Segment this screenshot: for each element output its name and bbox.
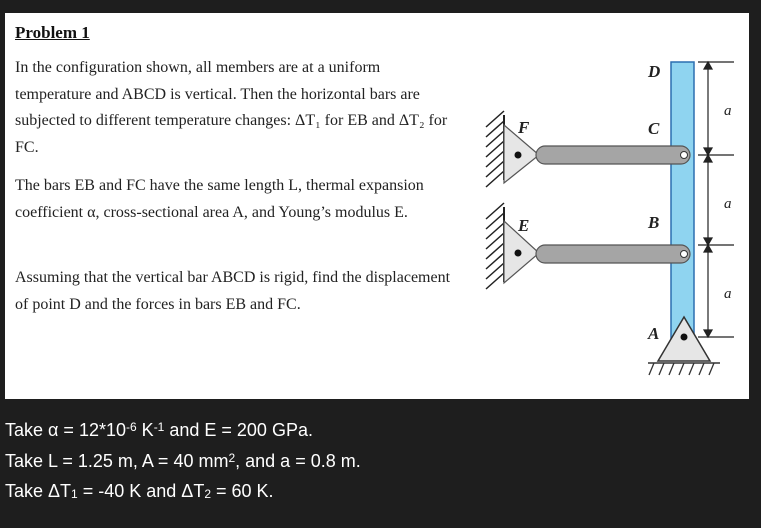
vertical-bar-abcd [671,62,694,345]
wall-support-bottom [486,203,539,289]
dimension-label-2: a [724,196,732,212]
bar-eb [536,245,690,263]
label-f: F [518,118,530,137]
problem-paragraph-1: In the configuration shown, all members are at a uniform temperature and ABCD is vertical. Then the horizontal bars are subjected to different temperature changes: ΔT₁ for EB and ΔT₂ for FC. [15,59,448,156]
dimension-label-3: a [724,286,732,302]
label-b: B [648,213,660,232]
given-line-l-a: Take L = 1.25 m, A = 40 $mm^2$, and a = 0.8 m. [5,450,361,471]
problem-paragraph-3: Assuming that the vertical bar ABCD is rigid, find the displacement of point D and the forces in bars EB and FC. [15,269,451,313]
bar-fc [536,146,690,164]
problem-title: Problem 1 [15,23,90,42]
label-a: A [648,324,660,343]
given-line-alpha-e: Take $\alpha = 12*10^{-6}$ $K^{-1}$ and E = 200 GPa. [5,420,313,440]
label-c: C [648,119,660,138]
label-e: E [518,216,530,235]
wall-support-top [486,111,539,187]
label-d: D [648,62,661,81]
structure-figure [472,45,742,390]
problem-paragraph-2: The bars EB and FC have the same length L, thermal expansion coefficient α, cross-sectional area A, and Young’s modulus E. [15,177,424,221]
given-values [5,415,361,507]
dimension-label-1: a [724,103,732,119]
given-line-delta-t: Take $\Delta T_1 = -40$ K and $\Delta T_2 = 60$ K. [5,481,274,501]
